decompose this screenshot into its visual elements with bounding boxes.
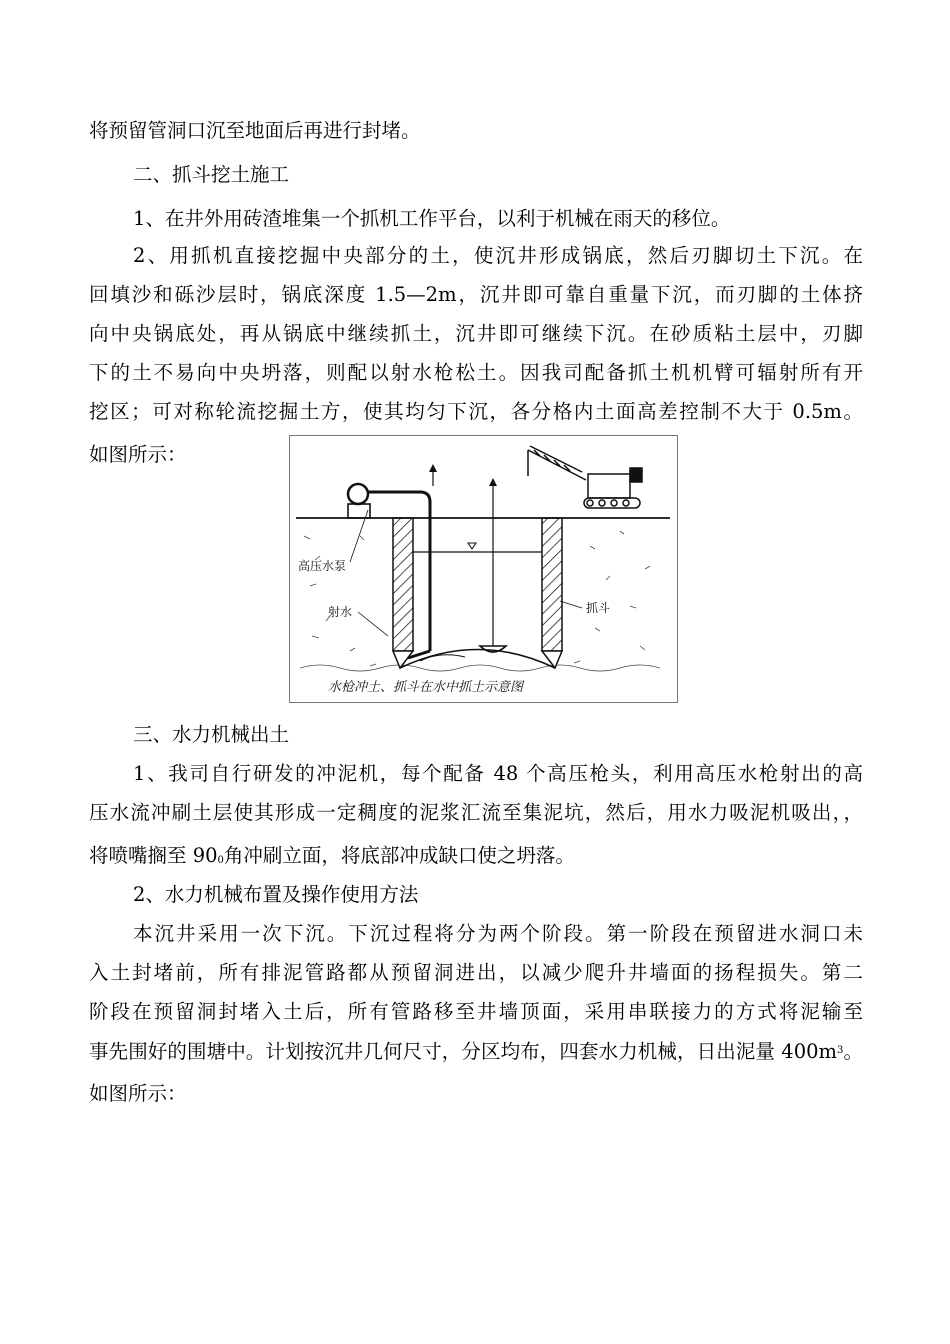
leader-grab bbox=[560, 601, 582, 608]
leader-jet bbox=[358, 612, 388, 636]
paragraph-line: 阶段在预留洞封堵入土后，所有管路移至井墙顶面，采用串联接力的方式将泥输至 bbox=[89, 1000, 863, 1023]
water-level-mark bbox=[468, 543, 476, 549]
paragraph-line bbox=[89, 1037, 863, 1066]
diagram-grab-bucket bbox=[289, 435, 678, 703]
pump-wheel bbox=[348, 484, 368, 504]
paragraph-line: 2、用抓机直接挖掘中央部分的土，使沉井形成锅底，然后刃脚切土下沉。在 bbox=[133, 244, 863, 267]
paragraph-line: 入土封堵前，所有排泥管路都从预留洞进出，以减少爬升井墙面的扬程损失。第二 bbox=[89, 961, 863, 984]
paragraph-line: 本沉井采用一次下沉。下沉过程将分为两个阶段。第一阶段在预留进水洞口未 bbox=[133, 922, 863, 945]
cubic-superscript: 3 bbox=[837, 1045, 844, 1056]
paragraph-line: 将预留管洞口沉至地面后再进行封堵。 bbox=[89, 119, 421, 142]
paragraph-line: 向中央锅底处，再从锅底中继续抓土，沉井即可继续下沉。在砂质粘土层中，刃脚 bbox=[89, 322, 863, 345]
text-run: 角冲刷立面，将底部冲成缺口使之坍落。 bbox=[223, 844, 575, 867]
label-jet: 射水 bbox=[328, 605, 353, 619]
paragraph-line: 如图所示： bbox=[89, 443, 187, 466]
crane bbox=[528, 446, 642, 508]
paragraph-line: 压水流冲刷土层使其形成一定稠度的泥浆汇流至集泥坑，然后，用水力吸泥机吸出，， bbox=[89, 801, 863, 824]
paragraph-line: 回填沙和砾沙层时，锅底深度 1.5—2m，沉井即可靠自重量下沉，而刃脚的土体挤 bbox=[89, 283, 863, 306]
text-run: 事先围好的围塘中。计划按沉井几何尺寸，分区均布，四套水力机械，日出泥量 400m bbox=[89, 1040, 837, 1063]
paragraph-line: 挖区；可对称轮流挖掘土方，使其均匀下沉，各分格内土面高差控制不大于 0.5m。 bbox=[89, 400, 863, 423]
paragraph-line: 1、我司自行研发的冲泥机，每个配备 48 个高压枪头，利用高压水枪射出的高 bbox=[133, 762, 863, 785]
section-heading: 二、抓斗挖土施工 bbox=[133, 163, 290, 186]
jet-stream bbox=[420, 655, 465, 661]
up-arrow-left-head bbox=[429, 464, 437, 472]
text-run: 。 bbox=[843, 1040, 863, 1063]
paragraph-line: 2、水力机械布置及操作使用方法 bbox=[133, 883, 419, 906]
label-grab: 抓斗 bbox=[586, 601, 611, 615]
paragraph-line bbox=[89, 842, 575, 875]
section-heading: 三、水力机械出土 bbox=[133, 723, 290, 746]
right-wall bbox=[542, 518, 562, 651]
text-run: 将喷嘴搁至 90 bbox=[89, 844, 218, 867]
paragraph-line: 如图所示： bbox=[89, 1082, 187, 1105]
label-pump: 高压水泵 bbox=[298, 559, 347, 573]
grab-rope-arrow bbox=[489, 478, 497, 486]
pump-base bbox=[348, 504, 370, 518]
figure-caption: 水枪冲土、抓斗在水中抓土示意图 bbox=[328, 680, 524, 695]
left-wall bbox=[393, 518, 413, 651]
diagram-drawing bbox=[290, 436, 676, 701]
paragraph-line: 1、在井外用砖渣堆集一个抓机工作平台，以利于机械在雨天的移位。 bbox=[133, 207, 731, 230]
degree-subscript: 0 bbox=[217, 855, 224, 866]
paragraph-line: 下的土不易向中央坍落，则配以射水枪松土。因我司配备抓土机机臂可辐射所有开 bbox=[89, 361, 863, 384]
